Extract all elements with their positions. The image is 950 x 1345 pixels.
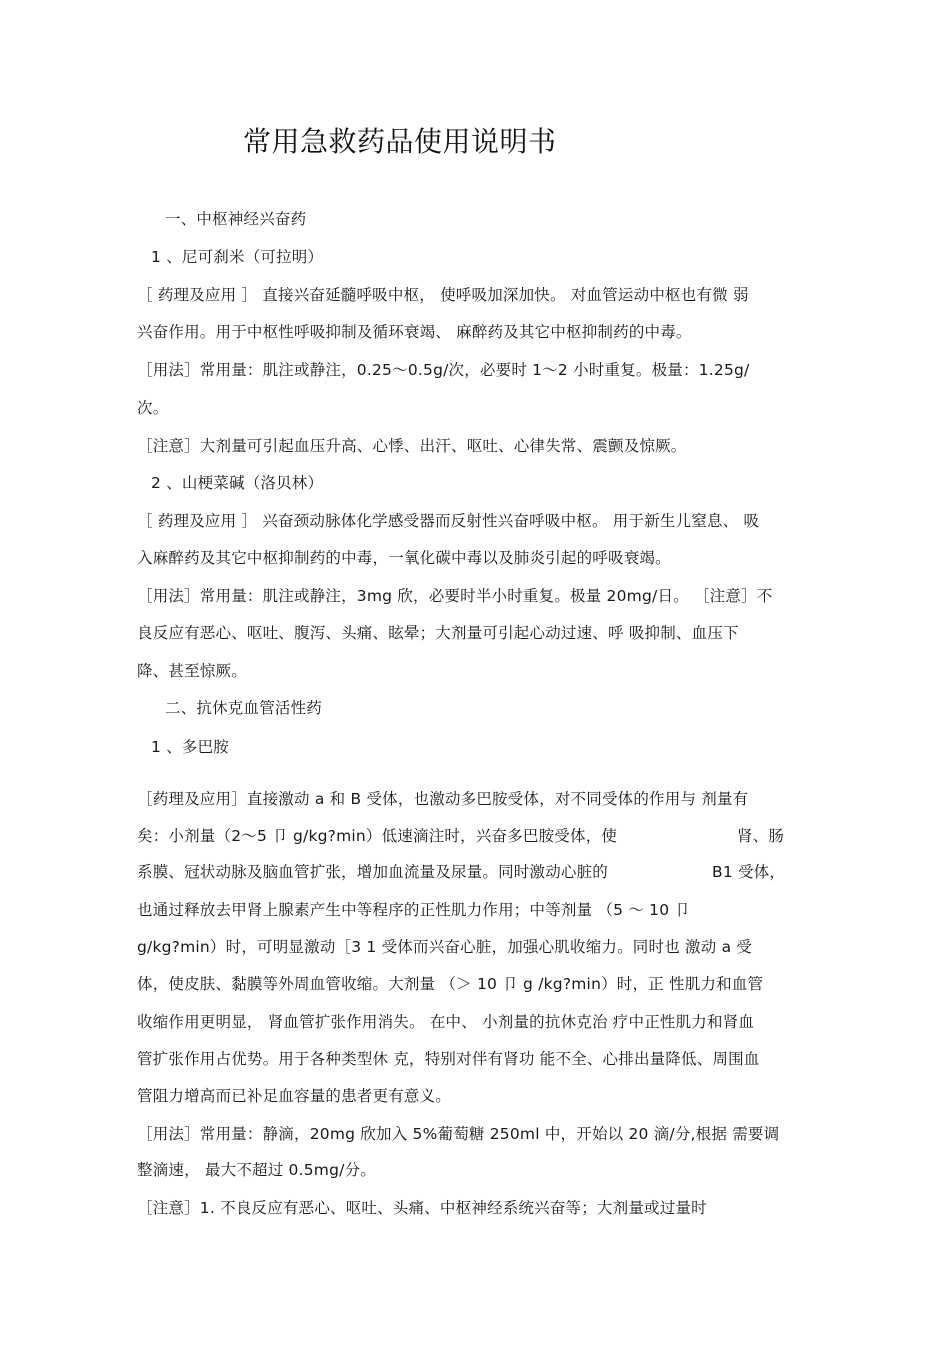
- paragraph-line: ［用法］常用量：肌注或静注，3mg 欣，必要时半小时重复。极量 20mg/日。 ［注意］不: [137, 587, 773, 605]
- paragraph-line: g/kg?min）时，可明显激动［3 1 受体而兴奋心脏，加强心肌收缩力。同时也 激动 a 受: [137, 938, 753, 956]
- paragraph-line: 入麻醉药及其它中枢抑制药的中毒，一氧化碳中毒以及肺炎引起的呼吸衰竭。: [137, 549, 671, 567]
- paragraph-line: 良反应有恶心、呕吐、腹泻、头痛、眩晕；大剂量可引起心动过速、呼 吸抑制、血压下: [137, 624, 739, 642]
- paragraph-line: ［注意］大剂量可引起血压升高、心悸、出汗、呕吐、心律失常、震颤及惊厥。: [137, 437, 687, 455]
- paragraph-line: ［用法］常用量：肌注或静注，0.25～0.5g/次，必要时 1～2 小时重复。极量：1.25g/: [137, 361, 750, 379]
- document-title: 常用急救药品使用说明书: [243, 125, 557, 158]
- paragraph-line: 矣：小剂量（2～5 卩 g/kg?min）低速滴注时，兴奋多巴胺受体，使: [137, 827, 618, 845]
- paragraph-line: 降、甚至惊厥。: [137, 662, 247, 680]
- paragraph-line: ［药理及应用］直接激动 a 和 B 受体，也激动多巴胺受体，对不同受体的作用与 剂量有: [137, 790, 749, 808]
- paragraph-line: ［ 药理及应用 ］ 兴奋颈动脉体化学感受器而反射性兴奋呼吸中枢。 用于新生儿窒息、 吸: [137, 512, 760, 530]
- drug-heading-nikethamide: 1 、尼可刹米（可拉明）: [151, 248, 324, 266]
- paragraph-line: ［ 药理及应用 ］ 直接兴奋延髓呼吸中枢， 使呼吸加深加快。 对血管运动中枢也有微 弱: [137, 286, 749, 304]
- paragraph-line: ［用法］常用量：静滴，20mg 欣加入 5%葡萄糖 250ml 中，开始以 20 滴/分,根据 需要调: [137, 1125, 780, 1143]
- paragraph-line: 次。: [137, 399, 169, 417]
- paragraph-line: 体，使皮肤、黏膜等外周血管收缩。大剂量 （＞ 10 卩 g /kg?min）时，正 性肌力和血管: [137, 975, 764, 993]
- paragraph-line: 系膜、冠状动脉及脑血管扩张，增加血流量及尿量。同时激动心脏的: [137, 863, 609, 881]
- drug-heading-dopamine: 1 、多巴胺: [151, 738, 229, 756]
- paragraph-line: 也通过释放去甲肾上腺素产生中等程序的正性肌力作用；中等剂量 （5 ～ 10 卩: [137, 901, 691, 919]
- paragraph-line: 整滴速， 最大不超过 0.5mg/分。: [137, 1161, 376, 1179]
- paragraph-line: 收缩作用更明显， 肾血管扩张作用消失。 在中、 小剂量的抗休克治 疗中正性肌力和肾血: [137, 1013, 755, 1031]
- paragraph-line: 管阻力增高而已补足血容量的患者更有意义。: [137, 1087, 452, 1105]
- section-heading-cns-stimulants: 一、中枢神经兴奋药: [165, 210, 307, 228]
- paragraph-line-fragment: 肾、肠: [737, 827, 785, 845]
- paragraph-line: ［注意］1. 不良反应有恶心、呕吐、头痛、中枢神经系统兴奋等；大剂量或过量时: [137, 1199, 707, 1217]
- paragraph-line: 管扩张作用占优势。用于各种类型休 克，特别对伴有肾功 能不全、心排出量降低、周围血: [137, 1050, 760, 1068]
- paragraph-line: 兴奋作用。用于中枢性呼吸抑制及循环衰竭、 麻醉药及其它中枢抑制药的中毒。: [137, 323, 692, 341]
- section-heading-antishock: 二、抗休克血管活性药: [165, 699, 323, 717]
- drug-heading-lobeline: 2 、山梗菜碱（洛贝林）: [151, 474, 324, 492]
- paragraph-line-fragment: B1 受体，: [712, 863, 786, 881]
